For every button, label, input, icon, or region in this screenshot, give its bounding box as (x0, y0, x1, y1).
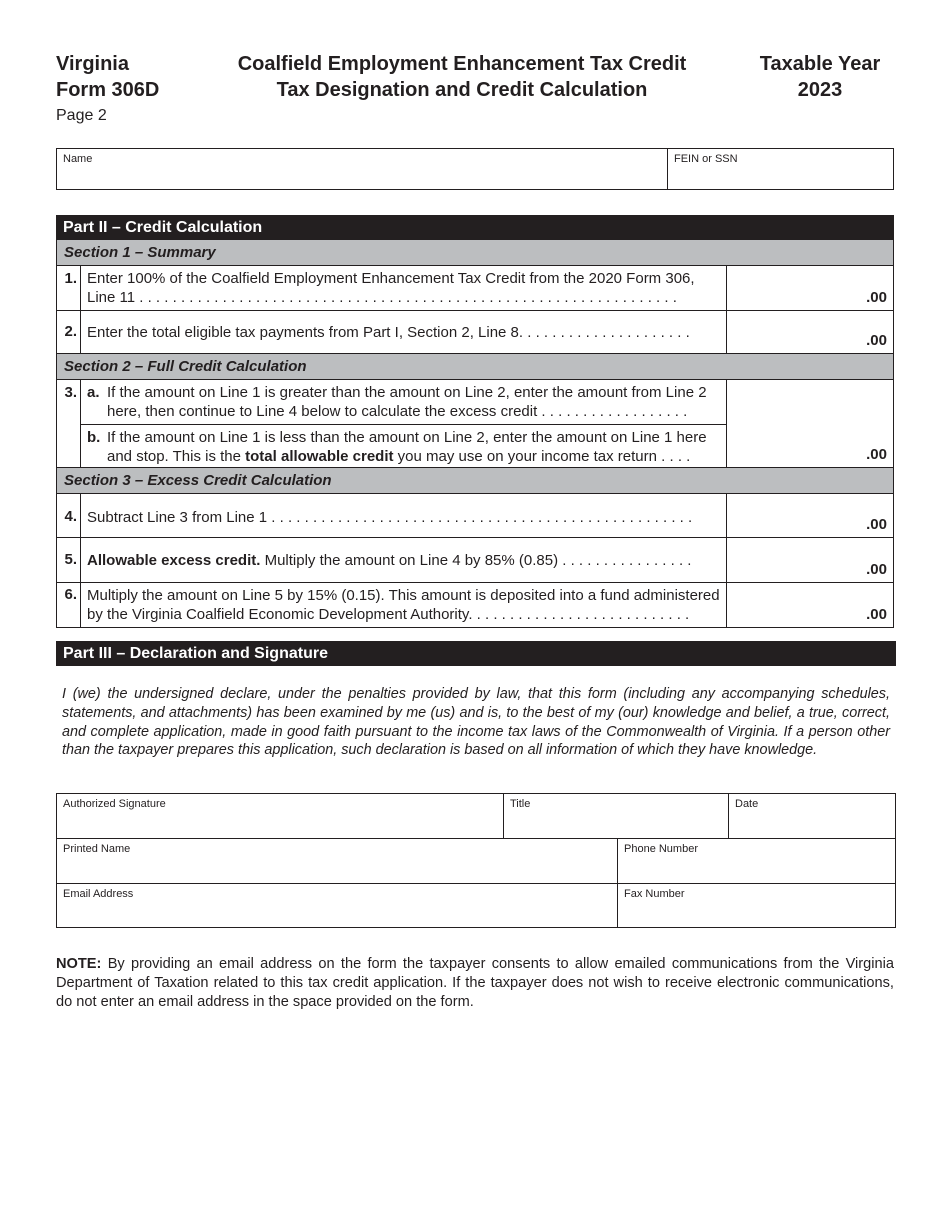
section3-header: Section 3 – Excess Credit Calculation (56, 468, 894, 493)
date-label: Date (735, 798, 759, 810)
email-fax-row (56, 883, 896, 928)
line5-cents: .00 (866, 561, 887, 578)
line3a-text-1 (87, 383, 707, 402)
line4-number: 4. (57, 494, 81, 537)
line4-text: Subtract Line 3 from Line 1 . . . . . . . . . . . . . . . . . . . . . . . . . . . . . . . . . . . . . . . . . . . . . . . . . . . (87, 509, 693, 526)
email-label: Email Address (63, 888, 134, 900)
part2-header: Part II – Credit Calculation (56, 215, 894, 240)
line1-text-2: Line 11 . . . . . . . . . . . . . . . . . . . . . . . . . . . . . . . . . . . . . . . . . . . . . . . . . . . . . . . . . . . . . . . . . (87, 289, 677, 306)
line3-amount-field[interactable] (726, 380, 893, 467)
line2-number: 2. (57, 311, 81, 353)
signature-row (56, 793, 896, 839)
form-title-line2: Tax Designation and Credit Calculation (276, 79, 648, 101)
name-field[interactable] (57, 149, 667, 189)
line1-amount-field[interactable] (726, 266, 893, 310)
form-title-line1: Coalfield Employment Enhancement Tax Credit (237, 53, 687, 75)
line3b-label: b. (87, 429, 101, 446)
line6-row (56, 583, 894, 628)
declaration-text: I (we) the undersigned declare, under the penalties provided by law, that this form (including any accompanying schedules, statements, and attachments) has been examined by me (us) and is, to the best of my (our) knowledge and belief, a true, correct, and complete application, made in good faith pursuant to the income tax laws of the Commonwealth of Virginia. If a person other than the taxpayer prepares this application, such declaration is based on all information of which they have knowledge. (62, 686, 890, 759)
taxpayer-id-row (56, 148, 894, 190)
line5-amount-field[interactable] (726, 538, 893, 582)
line5-row (56, 538, 894, 583)
line2-row (56, 311, 894, 354)
signature-label: Authorized Signature (63, 798, 166, 810)
line3-cents: .00 (866, 446, 887, 463)
form-number: Form 306D (56, 79, 160, 101)
fax-number-field[interactable] (617, 884, 895, 927)
note-text: By providing an email address on the form the taxpayer consents to allow emailed communications from the Virginia Department of Taxation related to this tax credit application. If the taxpayer does not wish to receive electronic communications, do not enter an email address in the space provided on the form. (56, 956, 894, 1010)
line3b-text-1 (87, 428, 707, 447)
state-name: Virginia (56, 53, 129, 75)
section2-header: Section 2 – Full Credit Calculation (56, 354, 894, 379)
fax-label: Fax Number (624, 888, 685, 900)
line1-cents: .00 (866, 289, 887, 306)
line2-text: Enter the total eligible tax payments from Part I, Section 2, Line 8. . . . . . . . . . . . . . . . . . . . . (87, 324, 690, 341)
line1-row (56, 265, 894, 311)
line4-amount-field[interactable] (726, 494, 893, 537)
line1-text-1: Enter 100% of the Coalfield Employment Enhancement Tax Credit from the 2020 Form 306, (87, 270, 695, 287)
title-field[interactable] (503, 794, 728, 838)
part3-header: Part III – Declaration and Signature (56, 641, 896, 666)
line1-number: 1. (57, 266, 81, 310)
line5-text-rest: Multiply the amount on Line 4 by 85% (0.85) . . . . . . . . . . . . . . . . (260, 552, 692, 569)
line6-amount-field[interactable] (726, 583, 893, 627)
line2-cents: .00 (866, 332, 887, 349)
taxable-year-value: 2023 (797, 79, 843, 101)
line3b-text-first: If the amount on Line 1 is less than the amount on Line 2, enter the amount on Line 1 here (107, 429, 707, 446)
line6-number: 6. (57, 583, 81, 627)
page-number: Page 2 (56, 107, 107, 124)
section1-header: Section 1 – Summary (56, 240, 894, 265)
allowable-excess-credit-term: Allowable excess credit. (87, 552, 261, 569)
line6-text-1: Multiply the amount on Line 5 by 15% (0.15). This amount is deposited into a fund administered (87, 587, 720, 604)
note-label: NOTE: (56, 956, 102, 972)
email-address-field[interactable] (57, 884, 617, 927)
form-identifier (56, 51, 159, 103)
phone-label: Phone Number (624, 843, 698, 855)
line6-text-2: by the Virginia Coalfield Economic Development Authority. . . . . . . . . . . . . . . . . . . . . . . . . . . (87, 606, 690, 623)
taxable-year (740, 51, 900, 103)
line3b-text-2a: and stop. This is the (107, 448, 246, 465)
phone-number-field[interactable] (617, 839, 895, 883)
total-allowable-credit-term: total allowable credit (245, 448, 394, 465)
form-title (200, 51, 724, 103)
line5-number: 5. (57, 538, 81, 582)
title-label: Title (510, 798, 531, 810)
taxable-year-label: Taxable Year (759, 53, 881, 75)
line3-number: 3. (57, 380, 81, 467)
line4-row (56, 493, 894, 538)
name-phone-row (56, 838, 896, 884)
date-field[interactable] (728, 794, 895, 838)
line3a-label: a. (87, 384, 100, 401)
line3b-text-2 (107, 447, 690, 466)
name-label: Name (63, 153, 93, 165)
printed-name-label: Printed Name (63, 843, 131, 855)
line3-divider (81, 424, 726, 425)
fein-label: FEIN or SSN (674, 153, 738, 165)
printed-name-field[interactable] (57, 839, 617, 883)
line5-text (87, 551, 727, 570)
line3a-text-2: here, then continue to Line 4 below to calculate the excess credit . . . . . . . . . . . . . . . . . . (107, 403, 688, 420)
authorized-signature-field[interactable] (57, 794, 503, 838)
line3b-text-2c: you may use on your income tax return . . . . (393, 448, 691, 465)
email-consent-note (56, 955, 894, 1011)
line6-cents: .00 (866, 606, 887, 623)
line2-amount-field[interactable] (726, 311, 893, 353)
fein-field[interactable] (667, 149, 893, 189)
line3a-text-first: If the amount on Line 1 is greater than the amount on Line 2, enter the amount from Line 2 (107, 384, 707, 401)
line3-row (56, 379, 894, 468)
line4-cents: .00 (866, 516, 887, 533)
